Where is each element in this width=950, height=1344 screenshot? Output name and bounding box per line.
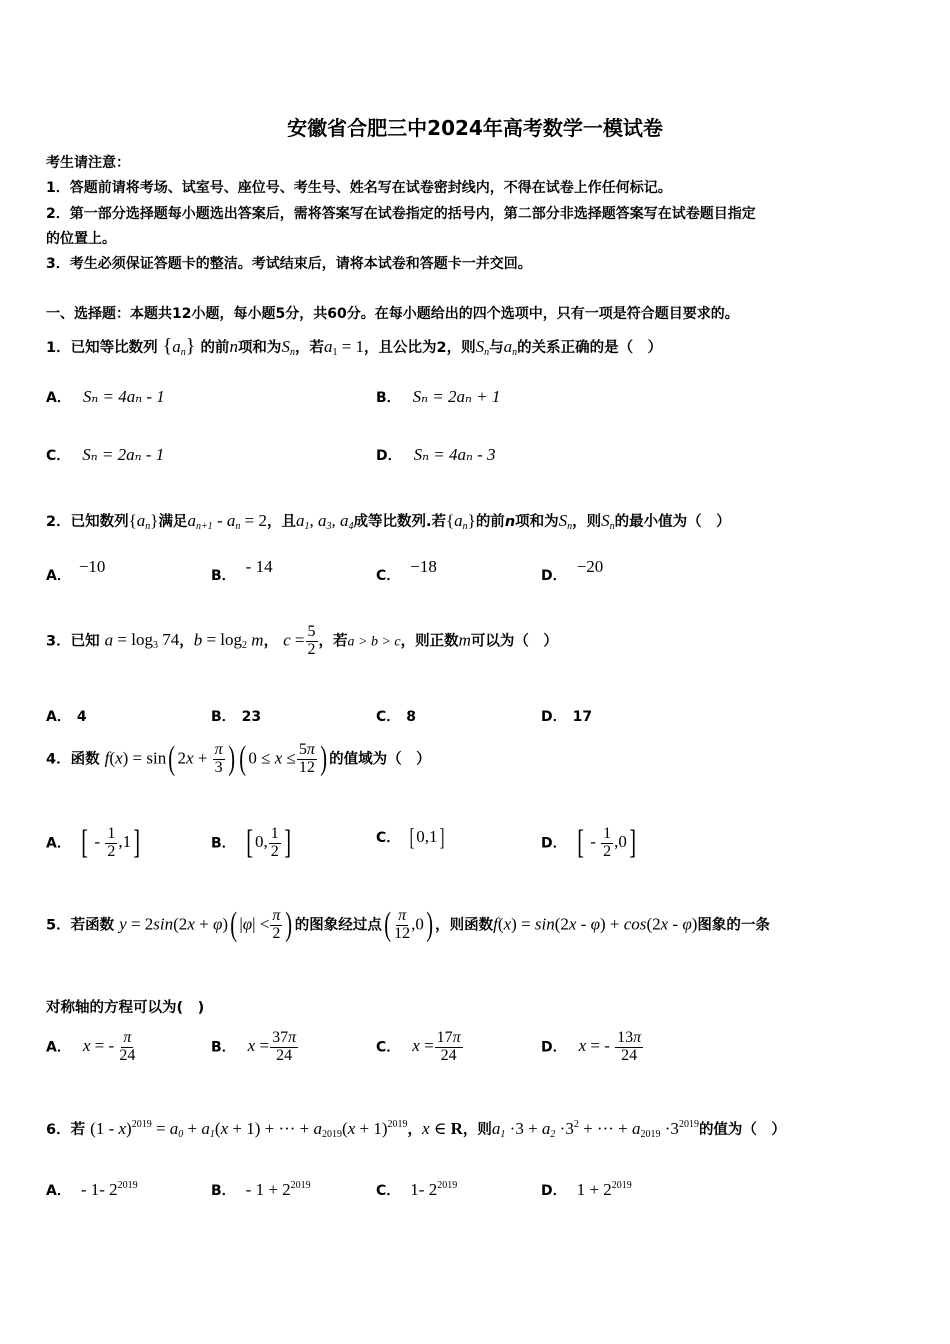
q3-option-d[interactable]: D． 17 [541, 709, 593, 725]
q5-option-a[interactable]: A． x = - $\frac{\pi}{24}$ [46, 1029, 136, 1064]
q1-option-b[interactable]: B． Sₙ = 2aₙ + 1 [376, 387, 501, 406]
notice-heading: 考生请注意： [46, 155, 130, 171]
q4-option-b[interactable]: B． [ 0, $\frac{1}{2}$ ] [211, 824, 291, 862]
question-1: 1．已知等比数列 $\{a_n\}$ 的前n项和为$S_n$，若$a_1 = 1$，且公比为2，则$S_n$与$a_n$的关系正确的是（ ） [46, 335, 663, 358]
q6-option-a[interactable]: A． - 1- $2^{2019}$ [46, 1180, 138, 1199]
question-2: 2．已知数列$\{a_n\}$满足$a_{n+1} - a_n = 2$，且$a_1$, $a_3$, $a_4$成等比数列.若$\{a_n\}$的前n项和为$S_n$，则$S_n$的最小值为（ ） [46, 511, 731, 532]
page-title: 安徽省合肥三中2024年高考数学一模试卷 [287, 116, 663, 140]
q3-option-b[interactable]: B． 23 [211, 709, 262, 725]
notice-item-2-cont: 的位置上。 [46, 231, 116, 247]
q1-option-c[interactable]: C． Sₙ = 2aₙ - 1 [46, 445, 165, 464]
question-3: 3．已知 $a = \log_3 74$，$b = \log_2 m$， c = $\frac{5}{2}$ ，若a > b > c，则正数m可以为（ ） [46, 623, 558, 658]
notice-item-1: 1．答题前请将考场、试室号、座位号、考生号、姓名写在试卷密封线内，不得在试卷上作任何标记。 [46, 180, 672, 196]
q4-option-a[interactable]: A． [ - $\frac{1}{2}$ ,1] [46, 824, 141, 862]
question-5: 5．若函数 y = 2sin(2x + φ)( |φ| < $\frac{\pi}{2}$ ) 的图象经过点( $\frac{\pi}{12}$ ,0) ，则函数f(x) = sin(2x - φ) + cos(2x - φ)图象的一条 [46, 906, 770, 944]
q1-option-d[interactable]: D． Sₙ = 4aₙ - 3 [376, 445, 496, 464]
question-5-cont: 对称轴的方程可以为( ) [46, 1000, 205, 1016]
question-4: 4．函数 f(x) = sin( 2x + $\frac{\pi}{3}$ ) ( 0 ≤ x ≤ $\frac{5\pi}{12}$ ) 的值域为（ ） [46, 740, 431, 778]
q2-option-d[interactable]: D． −20 [541, 557, 604, 584]
q2-option-a[interactable]: A． −10 [46, 557, 106, 584]
q6-option-d[interactable]: D． $1 + 2^{2019}$ [541, 1180, 632, 1199]
q5-option-b[interactable]: B． x = $\frac{37\pi}{24}$ [211, 1029, 297, 1064]
question-6: 6．若 $(1 - x)^{2019} = a_0 + a_1(x + 1)$ + ··· + $a_{2019}(x + 1)^{2019}$，x ∈ R，则$a_1 \cdot 3 + a_2 \cdot 3^2$ + ··· + $a_{2019} \cdot 3^{2019}$的值为（ ） [46, 1119, 786, 1140]
section-heading: 一、选择题：本题共12小题，每小题5分，共60分。在每小题给出的四个选项中，只有一项是符合题目要求的。 [46, 306, 739, 322]
q3-option-c[interactable]: C． 8 [376, 709, 417, 725]
q3-option-a[interactable]: A． 4 [46, 709, 87, 725]
q6-option-c[interactable]: C． 1- $2^{2019}$ [376, 1180, 458, 1199]
q6-option-b[interactable]: B． - $1 + 2^{2019}$ [211, 1180, 311, 1199]
q5-option-c[interactable]: C． x = $\frac{17\pi}{24}$ [376, 1029, 461, 1064]
q2-option-b[interactable]: B． - 14 [211, 557, 273, 584]
q1-option-a[interactable]: A． Sₙ = 4aₙ - 1 [46, 387, 165, 406]
q2-option-c[interactable]: C． −18 [376, 557, 437, 584]
notice-item-3: 3．考生必须保证答题卡的整洁。考试结束后，请将本试卷和答题卡一并交回。 [46, 256, 532, 272]
notice-item-2: 2．第一部分选择题每小题选出答案后，需将答案写在试卷指定的括号内，第二部分非选择题答案写在试卷题目指定 [46, 206, 756, 222]
q4-option-c[interactable]: C． [0,1] [376, 825, 444, 851]
q5-option-d[interactable]: D． x = - $\frac{13\pi}{24}$ [541, 1029, 642, 1064]
q4-option-d[interactable]: D． [ - $\frac{1}{2}$ ,0] [541, 824, 636, 862]
